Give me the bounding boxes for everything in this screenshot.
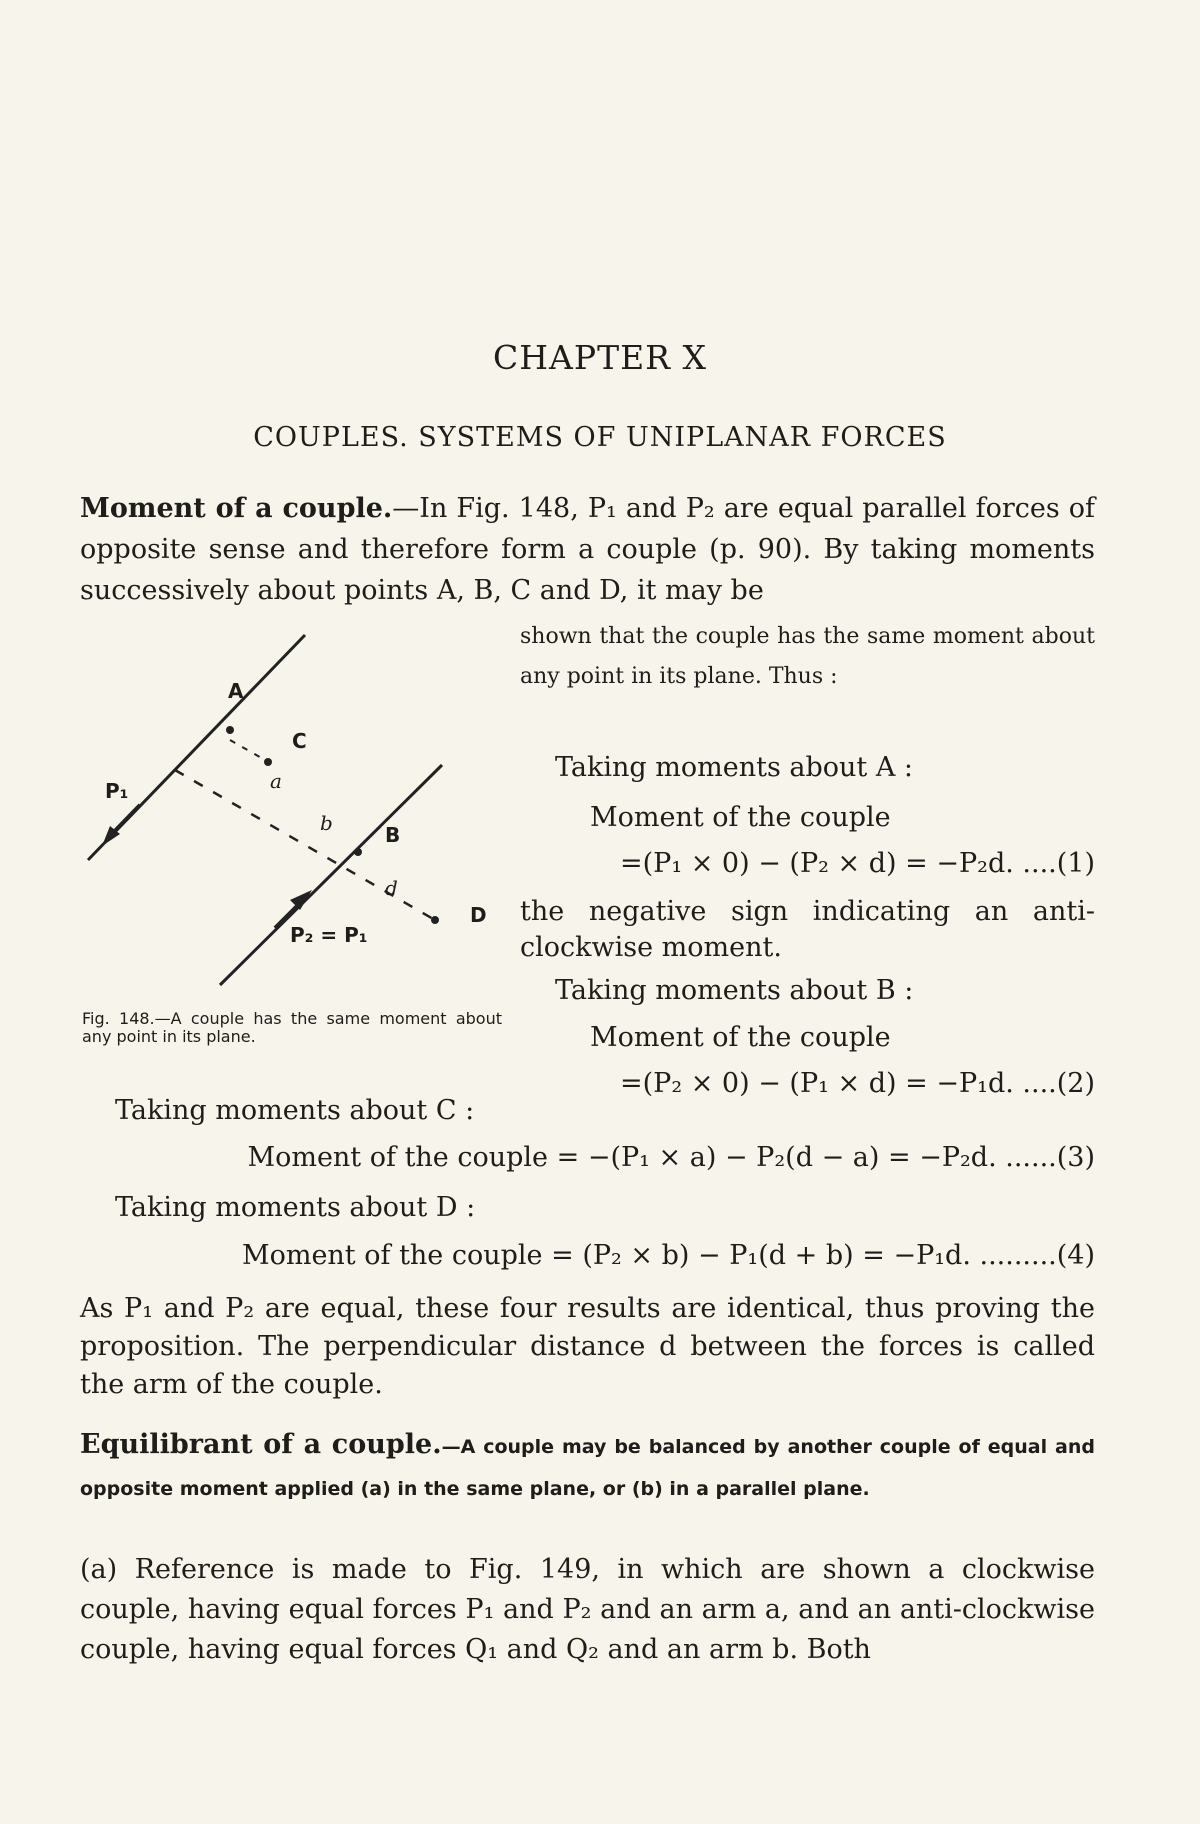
label-p2-eq: P₂ = P₁ <box>290 923 368 947</box>
label-d-arm: d <box>385 876 398 900</box>
equilibrant-paragraph <box>80 1425 1095 1509</box>
conclusion-paragraph: As P₁ and P₂ are equal, these four results are identical, thus proving the proposition. The perpendicular distance d between the forces is called the arm of the couple. <box>80 1293 1095 1400</box>
label-p1: P₁ <box>105 779 129 803</box>
figure-caption: Fig. 148.—A couple has the same moment about any point in its plane. <box>82 1009 502 1046</box>
label-b: B <box>385 823 401 847</box>
equation-1: =(P₁ × 0) − (P₂ × d) = −P₂d. ....(1) <box>620 848 1095 879</box>
negative-sign-note: the negative sign indicating an anti-clockwise moment. <box>520 896 1095 963</box>
label-a: A <box>228 679 244 703</box>
point-c <box>264 758 272 766</box>
moment-a-label: Moment of the couple <box>590 802 891 833</box>
label-c: C <box>292 729 307 753</box>
point-a <box>226 726 234 734</box>
moment-b-label: Moment of the couple <box>590 1022 891 1053</box>
figure-148 <box>80 620 500 1000</box>
label-d: D <box>470 903 487 927</box>
dashed-to-c <box>230 740 265 760</box>
about-d-heading: Taking moments about D : <box>115 1192 476 1223</box>
point-b <box>354 848 362 856</box>
about-a-heading: Taking moments about A : <box>555 752 914 783</box>
section-heading-moment: Moment of a couple. <box>80 493 393 524</box>
about-c-heading: Taking moments about C : <box>115 1095 475 1126</box>
about-b-heading: Taking moments about B : <box>555 975 914 1006</box>
label-a-arm: a <box>270 769 282 793</box>
chapter-title: CHAPTER X <box>493 338 707 377</box>
side-paragraph: shown that the couple has the same moment about any point in its plane. Thus : <box>520 624 1095 689</box>
section-heading-equilibrant: Equilibrant of a couple. <box>80 1429 442 1460</box>
point-d <box>431 916 439 924</box>
reference-paragraph: (a) Reference is made to Fig. 149, in which are shown a clockwise couple, having equal forces P₁ and P₂ and an arm a, and an anti-clockwise couple, having equal forces Q₁ and Q₂ and an arm b. Both <box>80 1554 1095 1665</box>
label-b-arm: b <box>320 811 333 835</box>
intro-text: —In Fig. 148, P₁ and P₂ are equal parallel forces of opposite sense and therefore form a couple (p. 90). By taking moments successively about points A, B, C and D, it may be <box>80 493 1095 606</box>
equation-3: Moment of the couple = −(P₁ × a) − P₂(d − a) = −P₂d. ......(3) <box>247 1142 1095 1173</box>
equation-4: Moment of the couple = (P₂ × b) − P₁(d + b) = −P₁d. .........(4) <box>241 1240 1095 1271</box>
equilibrant-text: —A couple may be balanced by another couple of equal and opposite moment applied (a) in the same plane, or (b) in a parallel plane. <box>80 1436 1095 1500</box>
intro-paragraph <box>80 488 1095 611</box>
force-line-p2 <box>220 765 442 985</box>
equation-2: =(P₂ × 0) − (P₁ × d) = −P₁d. ....(2) <box>620 1068 1095 1099</box>
chapter-subtitle: COUPLES. SYSTEMS OF UNIPLANAR FORCES <box>253 422 947 453</box>
